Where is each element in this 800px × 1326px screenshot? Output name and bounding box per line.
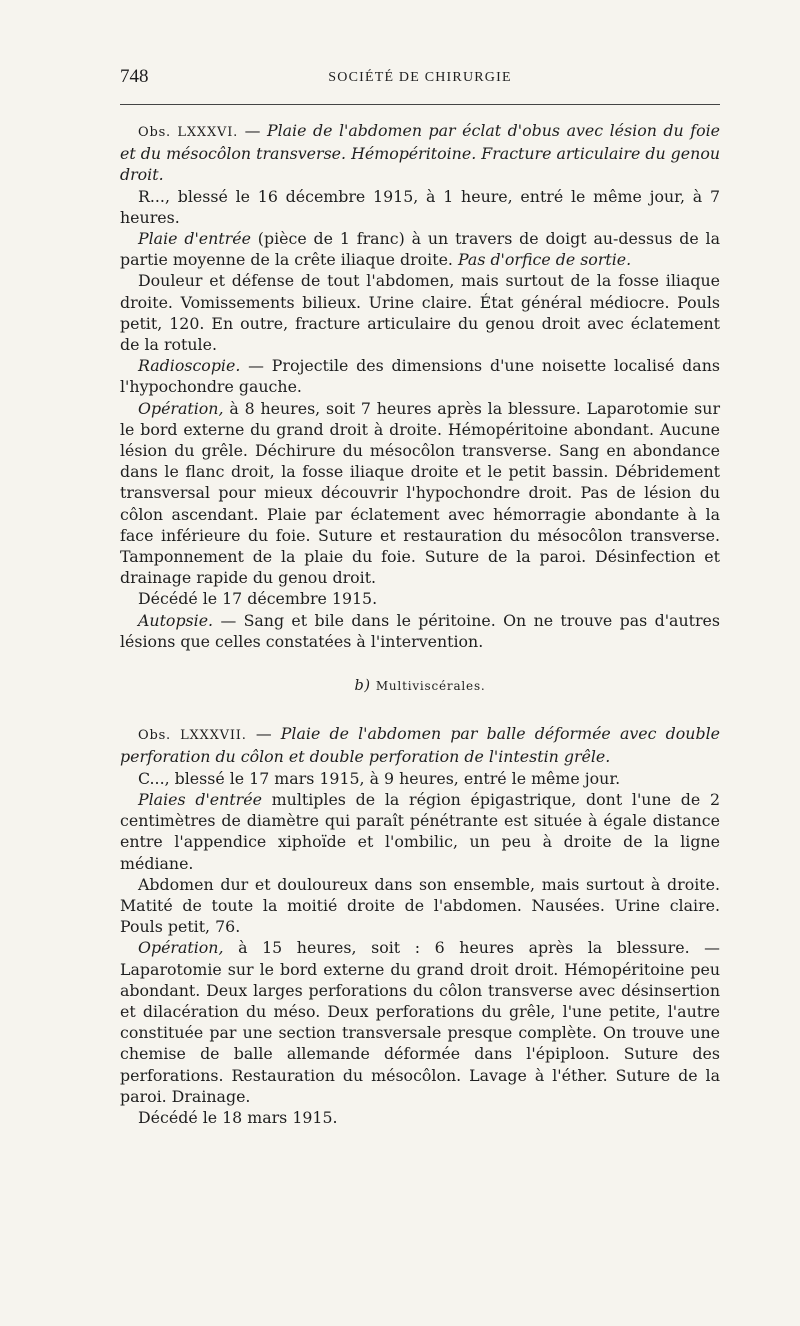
obs86-exit-text: Pas d'orfice de sortie.: [457, 250, 632, 270]
obs86-radio-label: Radioscopie.: [138, 356, 241, 376]
obs87-title: Plaie de l'abdomen par balle déformée avec double perforation du côlon et double perforation de l'intestin grêle.: [120, 724, 720, 767]
obs87-operation: [120, 937, 720, 1107]
body-text: [120, 120, 720, 1128]
obs86-operation-text: à 8 heures, soit 7 heures après la blessure. Laparotomie sur le bord externe du grand droit à droite. Hémopéritoine abondant. Aucune lésion du grêle. Déchirure du mésocôlon transverse. Sang en abondance dans le flanc droit, la fosse iliaque droite et le petit bassin. Débridement transversal pour mieux découvrir l'hypochondre droit. Pas de lésion du côlon ascendant. Plaie par éclatement avec hémorragie abondante à la face inférieure du foie. Suture et restauration du mésocôlon transverse. Tamponnement de la plaie du foie. Suture de la paroi. Désinfection et drainage rapide du genou droit.: [120, 398, 721, 588]
section-title: Multiviscérales.: [375, 679, 486, 694]
page-number: 748: [120, 66, 149, 87]
obs87-label: Obs. LXXXVII.: [138, 728, 247, 744]
obs86-autopsy-text: — Sang et bile dans le péritoine. On ne trouve pas d'autres lésions que celles constatées à l'intervention.: [120, 610, 720, 651]
obs86-operation-label: Opération,: [138, 398, 224, 418]
obs86-symptoms: Douleur et défense de tout l'abdomen, mais surtout de la fosse iliaque droite. Vomissements bilieux. Urine claire. État général médiocre. Pouls petit, 120. En outre, fracture articulaire du genou droit avec éclatement de la rotule.: [120, 271, 720, 355]
obs86-label: Obs. LXXXVI.: [138, 125, 239, 140]
obs86-radio-text: — Projectile des dimensions d'une noisette localisé dans l'hypochondre gauche.: [120, 356, 720, 397]
obs87-heading: Obs. LXXXVII. — Plaie de l'abdomen par balle déformée avec double perforation du côlon et double perforation de l'intestin grêle.: [120, 724, 720, 767]
running-title: SOCIÉTÉ DE CHIRURGIE: [328, 70, 512, 85]
section-letter: b): [354, 678, 371, 695]
obs87-symptoms: Abdomen dur et douloureux dans son ensemble, mais surtout à droite. Matité de toute la moitié droite de l'abdomen. Nausées. Urine claire. Pouls petit, 76.: [120, 874, 720, 937]
obs86-radioscopy: [120, 355, 720, 397]
obs87-operation-text: à 15 heures, soit : 6 heures après la blessure. — Laparotomie sur le bord externe du grand droit droit. Hémopéritoine peu abondant. Deux larges perforations du côlon transverse avec désinsertion et dilacération du méso. Deux perforations du grêle, l'une petite, l'autre constituée par une section transversale presque complète. On trouve une chemise de balle allemande déformée dans l'épiploon. Suture des perforations. Restauration du mésocôlon. Lavage à l'éther. Suture de la paroi. Drainage.: [120, 938, 720, 1106]
obs86-entry: [120, 228, 720, 270]
obs86-title: Plaie de l'abdomen par éclat d'obus avec lésion du foie et du mésocôlon transverse. Hémopéritoine. Fracture articulaire du genou droit.: [120, 121, 720, 185]
obs87-operation-label: Opération,: [138, 938, 224, 958]
header-rule: [120, 104, 720, 105]
obs86-operation: [120, 398, 720, 589]
obs86-autopsy: [120, 610, 720, 652]
obs87-admission: C..., blessé le 17 mars 1915, à 9 heures, entré le même jour.: [138, 768, 621, 788]
obs86-entry-label: Plaie d'entrée: [138, 229, 251, 249]
obs87-entry: [120, 789, 720, 874]
obs87-entry-label: Plaies d'entrée: [138, 789, 262, 809]
obs86-death: Décédé le 17 décembre 1915.: [138, 589, 378, 609]
obs86-autopsy-label: Autopsie.: [138, 610, 214, 630]
running-head: [120, 66, 720, 90]
section-heading: [120, 676, 720, 697]
obs86-heading: Obs. LXXXVI. — Plaie de l'abdomen par éclat d'obus avec lésion du foie et du mésocôlon transverse. Hémopéritoine. Fracture articulaire du genou droit.: [120, 121, 720, 185]
obs87-entry-text: multiples de la région épigastrique, dont l'une de 2 centimètres de diamètre qui paraît pénétrante est située à égale distance entre l'appendice xiphoïde et l'ombilic, un peu à droite de la ligne médiane.: [120, 789, 720, 873]
obs86-entry-text: (pièce de 1 franc) à un travers de doigt au-dessus de la partie moyenne de la crête iliaque droite.: [120, 229, 720, 270]
obs87-death: Décédé le 18 mars 1915.: [138, 1107, 338, 1127]
obs86-admission: R..., blessé le 16 décembre 1915, à 1 heure, entré le même jour, à 7 heures.: [120, 186, 720, 227]
